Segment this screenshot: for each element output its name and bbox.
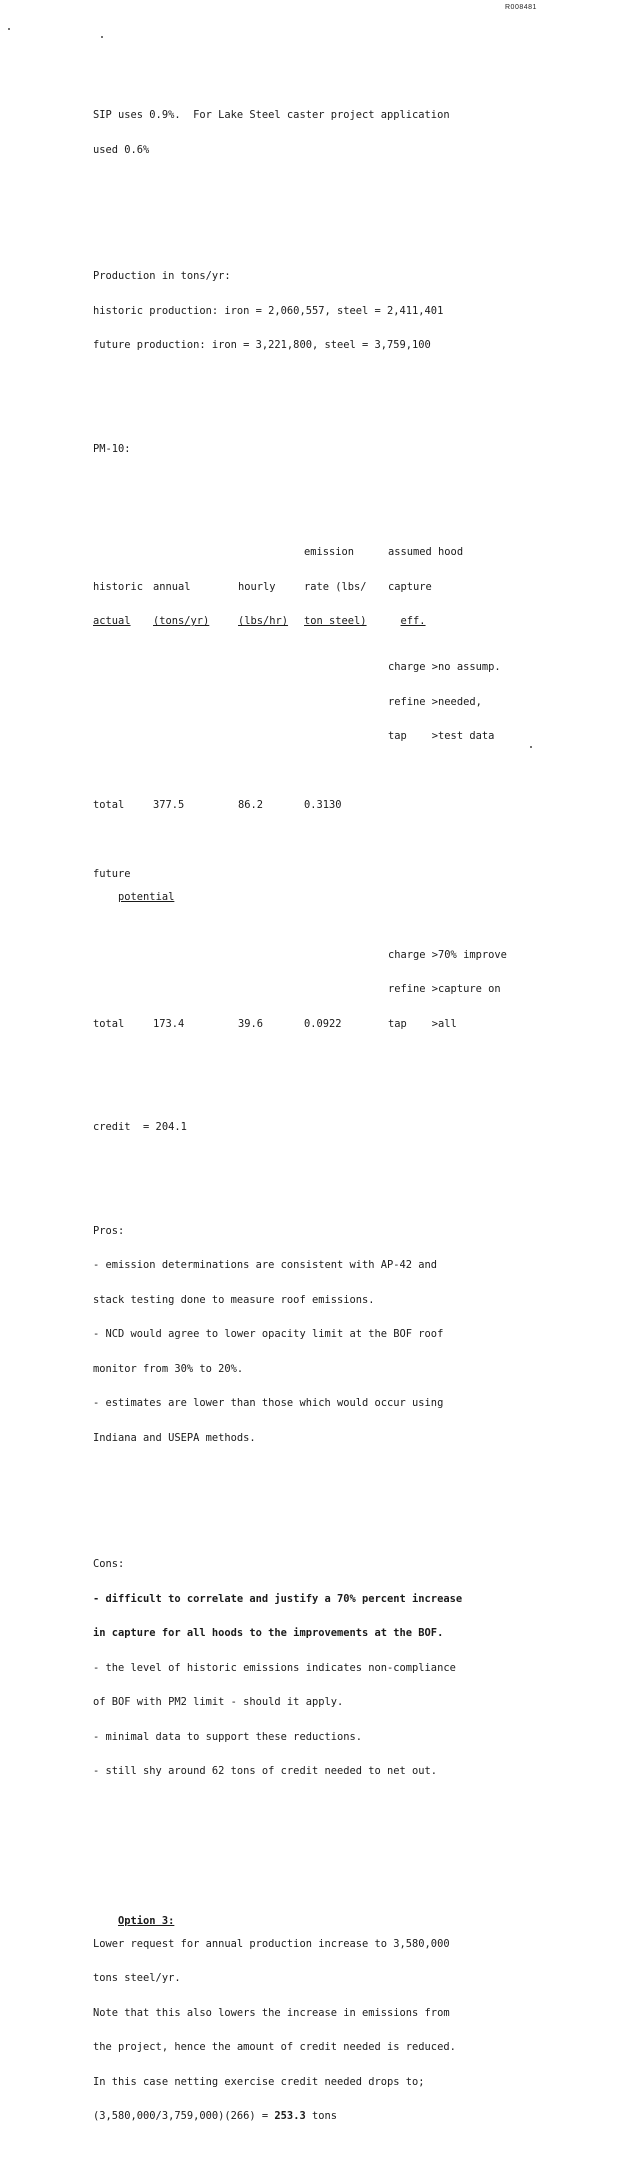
table-header-cell xyxy=(93,547,153,559)
text-line: Indiana and USEPA methods. xyxy=(93,1431,256,1444)
credit-line: credit = 204.1 xyxy=(93,1121,187,1133)
option-label: Option 3: xyxy=(118,1914,175,1927)
text-line: stack testing done to measure roof emissions. xyxy=(93,1293,375,1306)
text-line: tons steel/yr. xyxy=(93,1972,181,1984)
table-header-cell: hourly xyxy=(238,580,276,593)
text-line: the project, hence the amount of credit needed is reduced. xyxy=(93,2041,456,2053)
text-line: - NCD would agree to lower opacity limit at the BOF roof xyxy=(93,1328,444,1340)
eff-label: eff. xyxy=(400,615,426,627)
table-header-cell xyxy=(238,547,304,559)
text-line: Lower request for annual production increase to 3,580,000 xyxy=(93,1937,450,1950)
historic-note-row xyxy=(93,697,543,709)
table-header-cell: annual xyxy=(153,580,191,593)
text-line: - the level of historic emissions indicates non-compliance xyxy=(93,1661,456,1674)
emissions-table xyxy=(93,524,543,1053)
pros-section xyxy=(93,1203,543,1468)
text-line: - minimal data to support these reductions. xyxy=(93,1730,362,1743)
table-cell: total xyxy=(93,1017,125,1030)
memo-page xyxy=(93,64,543,2157)
table-cell: 86.2 xyxy=(238,799,264,811)
pm10-label: PM-10: xyxy=(93,442,131,455)
text-line: - emission determinations are consistent with AP-42 and xyxy=(93,1259,438,1271)
future-label: future xyxy=(93,868,131,880)
capture-note: tap >all xyxy=(388,1017,457,1030)
table-header-cell: assumed hood xyxy=(388,546,464,558)
table-row xyxy=(93,800,543,812)
capture-note: refine >capture on xyxy=(388,983,501,995)
table-cell: 173.4 xyxy=(153,1017,185,1030)
table-row xyxy=(93,1019,543,1031)
table-cell: 377.5 xyxy=(153,799,185,811)
table-cell: 0.3130 xyxy=(304,799,342,811)
text-line: in capture for all hoods to the improvements at the BOF. xyxy=(93,1627,444,1639)
text-line: - difficult to correlate and justify a 70% percent increase xyxy=(93,1592,463,1605)
table-header-cell: emission xyxy=(304,546,355,558)
production-section xyxy=(93,248,543,375)
text-line: monitor from 30% to 20%. xyxy=(93,1362,244,1375)
table-header-cell xyxy=(388,616,533,628)
future-note-row xyxy=(93,950,543,962)
text-line: SIP uses 0.9%. For Lake Steel caster project application xyxy=(93,109,450,121)
table-cell: 0.0922 xyxy=(304,1017,342,1030)
cons-label: Cons: xyxy=(93,1558,125,1570)
intro-paragraph xyxy=(93,87,543,179)
table-cell: total xyxy=(93,799,125,811)
text-line: In this case netting exercise credit needed drops to; xyxy=(93,2075,425,2088)
text-line: - still shy around 62 tons of credit needed to net out. xyxy=(93,1765,438,1777)
calculation-unit: tons xyxy=(305,2110,337,2122)
table-header-row xyxy=(93,582,543,594)
scan-speck xyxy=(8,28,10,30)
future-note-row xyxy=(93,984,543,996)
text-line: historic production: iron = 2,060,557, steel = 2,411,401 xyxy=(93,304,444,317)
text-line: Note that this also lowers the increase in emissions from xyxy=(93,2006,450,2019)
calculation-expression: (3,580,000/3,759,000)(266) = xyxy=(93,2110,275,2122)
table-header-cell xyxy=(153,547,238,559)
capture-note: charge >no assump. xyxy=(388,661,501,673)
text-line: Production in tons/yr: xyxy=(93,270,231,282)
pros-label: Pros: xyxy=(93,1224,125,1237)
option-section xyxy=(93,1904,543,2146)
text-line: of BOF with PM2 limit - should it apply. xyxy=(93,1696,344,1708)
capture-note: refine >needed, xyxy=(388,695,482,708)
capture-note: charge >70% improve xyxy=(388,948,507,961)
capture-note: tap >test data xyxy=(388,730,495,742)
calculation-result: 253.3 xyxy=(274,2110,306,2122)
table-header-cell: capture xyxy=(388,580,432,593)
text-line: future production: iron = 3,221,800, steel = 3,759,100 xyxy=(93,339,431,351)
table-header-cell: ton steel) xyxy=(304,615,367,627)
scan-speck xyxy=(101,36,103,38)
text-line: - estimates are lower than those which would occur using xyxy=(93,1397,444,1409)
table-header-cell: (lbs/hr) xyxy=(238,615,289,627)
potential-label: potential xyxy=(118,891,175,903)
text-line: used 0.6% xyxy=(93,143,150,156)
table-header-cell: actual xyxy=(93,615,131,627)
table-header-cell: rate (lbs/ xyxy=(304,580,367,593)
table-header-row xyxy=(93,547,543,559)
table-cell: 39.6 xyxy=(238,1017,264,1030)
historic-note-row xyxy=(93,662,543,674)
calculation-line xyxy=(93,2111,543,2123)
table-header-cell: (tons/yr) xyxy=(153,615,210,627)
cons-section xyxy=(93,1536,543,1801)
historic-note-row xyxy=(93,731,543,743)
table-header-cell: historic xyxy=(93,580,144,593)
document-id: R008481 xyxy=(505,4,537,11)
table-header-row xyxy=(93,616,543,628)
